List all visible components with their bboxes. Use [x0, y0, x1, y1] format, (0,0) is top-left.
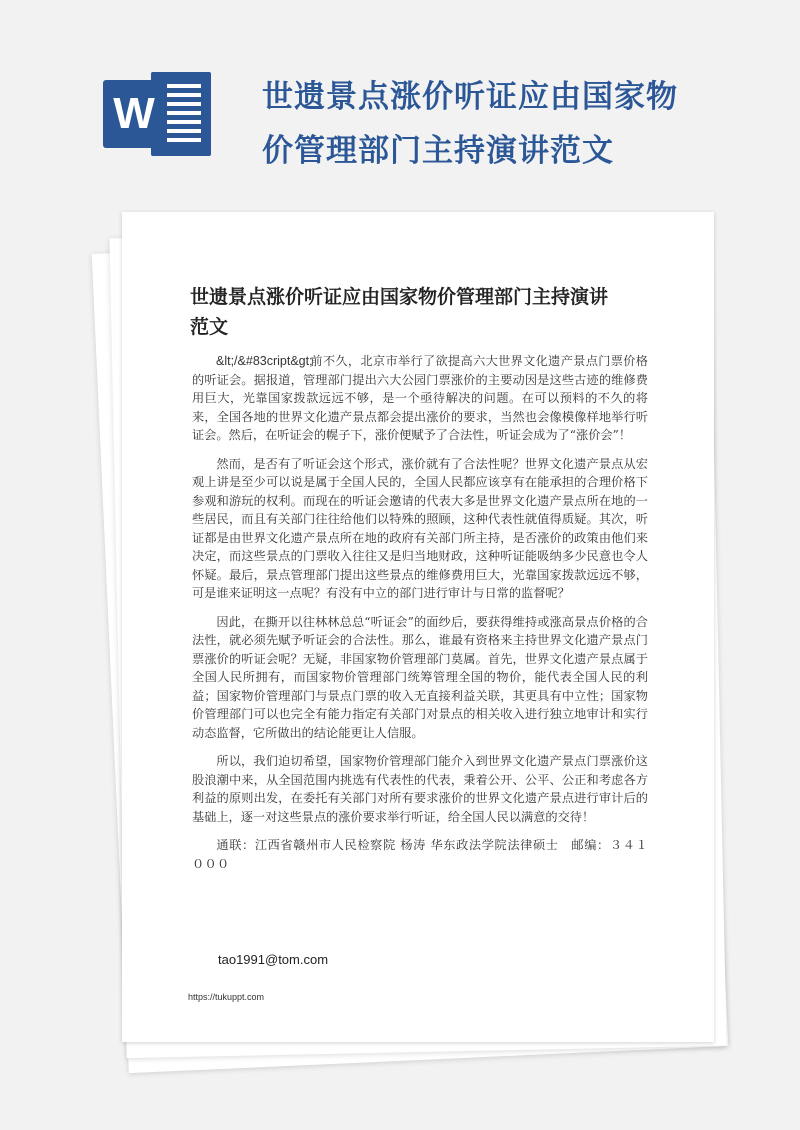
- page-title-line1: 世遗景点涨价听证应由国家物: [262, 79, 678, 115]
- paragraph-4: 所以，我们迫切希望，国家物价管理部门能介入到世界文化遗产景点门票涨价这股浪潮中来，从全国范围内挑选有代表性的代表，秉着公开、公平、公正和考虑各方利益的原则出发，在委托有关部门对所有要求涨价的世界文化遗产景点进行审计后的基础上，逐一对这些景点的涨价要求举行听证，给全国人民以满意的交待！: [192, 754, 648, 824]
- page-title: [262, 70, 782, 178]
- word-document-icon: [103, 72, 215, 156]
- paragraph-1-text: 前不久，北京市举行了欲提高六大世界文化遗产景点门票价格的听证会。据报道，管理部门提出六大公园门票涨价的主要动因是这些古迹的维修费用巨大，光靠国家拨款远远不够，是一个亟待解决的问题。在可以预料的不久的将来，全国各地的世界文化遗产景点都会提出涨价的要求，当然也会像模像样地举行听证会。然后，在听证会的幌子下，涨价便赋予了合法性，听证会成为了“涨价会”！: [192, 354, 648, 442]
- paragraph-2: 然而，是否有了听证会这个形式，涨价就有了合法性呢？世界文化遗产景点从宏观上讲是至少可以说是属于全国人民的，全国人民都应该享有在能承担的合理价格下参观和游玩的权利。而现在的听证会邀请的代表大多是世界文化遗产景点所在地的一些居民，而且有关部门往往给他们以特殊的照顾，这种代表性就值得质疑。其次，听证都是由世界文化遗产景点所在地的政府有关部门所主持，是否涨价的政策由他们来决定，而这些景点的门票收入往往又是归当地财政，这种听证能吸纳多少民意也令人怀疑。最后，景点管理部门提出这些景点的维修费用巨大，光靠国家拨款远远不够，可是谁来证明这一点呢？有没有中立的部门进行审计与日常的监督呢？: [192, 456, 648, 600]
- document-title-line2: 范文: [190, 316, 229, 338]
- footer-url: https://tukuppt.com: [188, 992, 265, 1002]
- paragraph-3: 因此，在撕开以往林林总总“听证会”的面纱后，要获得维持或涨高景点价格的合法性，就必须先赋予听证会的合法性。那么，谁最有资格来主持世界文化遗产景点门票涨价的听证会呢？无疑，非国家物价管理部门莫属。首先，世界文化遗产景点属于全国人民所拥有，而国家物价管理部门统筹管理全国的物价，能代表全国人民的利益；国家物价管理部门与景点门票的收入无直接利益关联，其更具有中立性；国家物价管理部门可以也完全有能力指定有关部门对景点的相关收入进行独立地审计和实行动态监督，它所做出的结论能更让人信服。: [192, 614, 648, 740]
- word-letter-icon: W: [103, 80, 165, 148]
- email-address: tao1991@tom.com: [218, 952, 329, 967]
- paragraph-1: [192, 352, 648, 445]
- document-page: [122, 212, 714, 1042]
- document-title-line1: 世遗景点涨价听证应由国家物价管理部门主持演讲: [190, 286, 609, 308]
- script-token-text: &lt;/&#83cript&gt;: [216, 354, 313, 368]
- page-title-line2: 价管理部门主持演讲范文: [262, 133, 614, 169]
- document-body: [192, 352, 648, 883]
- contact-info: 通联：江西省赣州市人民检察院 杨涛 华东政法学院法律硕士 邮编：３４１０００: [192, 838, 648, 871]
- document-title: [190, 282, 640, 342]
